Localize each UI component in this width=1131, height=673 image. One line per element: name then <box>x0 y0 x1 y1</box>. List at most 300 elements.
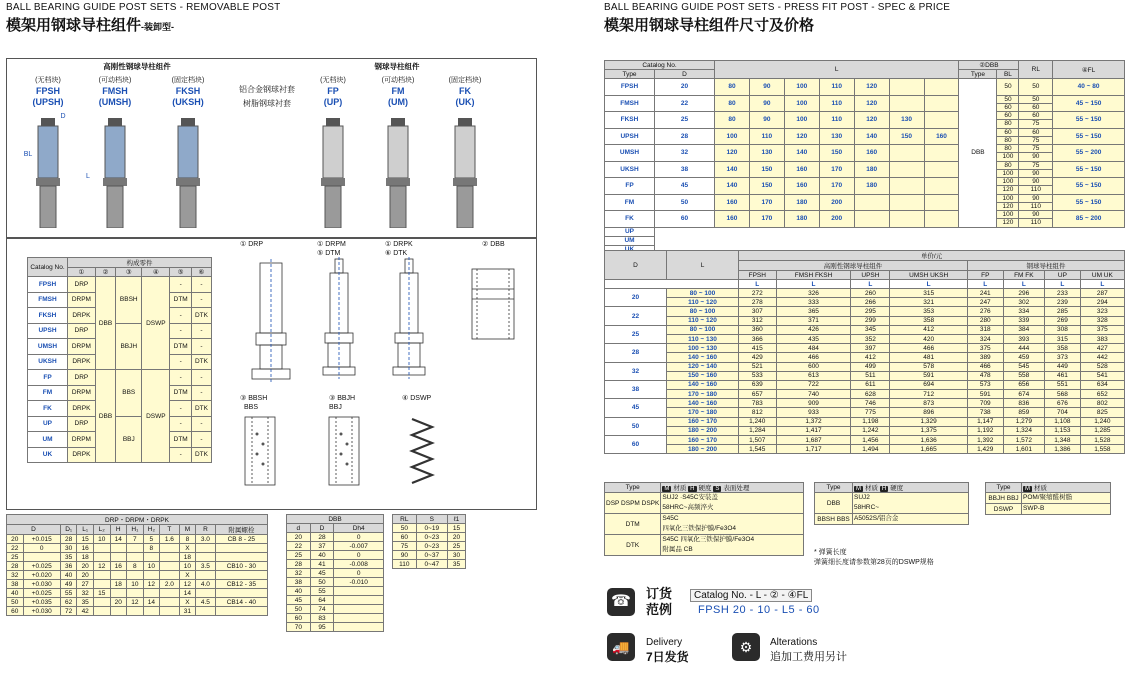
table-cell: 558 <box>1003 371 1045 380</box>
material-cell <box>853 514 969 525</box>
table-cell: DTM <box>170 292 191 308</box>
table-row <box>7 535 268 544</box>
table-cell: 70 <box>287 623 311 632</box>
spec-h-type2: Type <box>959 70 997 79</box>
dim-d-label: D <box>60 113 66 120</box>
table-cell: - <box>170 277 191 293</box>
table-cell: 160 <box>924 128 959 145</box>
table-cell: DTM <box>170 339 191 355</box>
table-cell: DTK <box>191 401 211 417</box>
drawing-dswp-label: ④ DSWP <box>402 395 432 402</box>
table-cell: 95 <box>310 623 334 632</box>
drawing-drpk-label: ① DRPK <box>385 241 413 248</box>
material-line: SUJ2 ·S45C安装盖 <box>662 494 718 501</box>
price-h-l: L <box>667 251 739 280</box>
table-cell: DTM <box>605 514 661 535</box>
table-cell: 466 <box>967 362 1003 371</box>
table-cell: R <box>196 525 215 535</box>
right-title-en: BALL BEARING GUIDE POST SETS - PRESS FIT POST - SPEC & PRICE <box>604 2 951 13</box>
table-cell: 80 <box>715 95 750 112</box>
table-cell: 160 <box>854 145 889 162</box>
table-cell <box>889 211 924 228</box>
table-cell: BBJH BBJ <box>986 493 1022 504</box>
table-cell: 60 <box>1019 128 1053 136</box>
order-label-2: 范例 <box>646 602 673 617</box>
drawing-bbjh-label: ③ BBJH <box>329 395 356 402</box>
table-row <box>986 493 1111 504</box>
table-cell: 36 <box>60 562 77 571</box>
table-cell <box>160 562 179 571</box>
spec-h-bl: BL <box>997 70 1019 79</box>
table-cell: UK <box>28 447 68 463</box>
post-code: FMSH <box>102 86 128 96</box>
table-cell: 0~19 <box>416 524 447 533</box>
table-cell: 334 <box>1003 307 1045 316</box>
table-cell <box>143 553 160 562</box>
table-cell: 704 <box>1045 408 1081 417</box>
dbb-table-title: DBB <box>287 515 384 524</box>
table-cell: T <box>160 525 179 535</box>
composition-table <box>27 257 212 463</box>
table-cell: 110 <box>819 112 854 129</box>
table-cell: 1,386 <box>1045 445 1081 454</box>
table-row <box>287 605 384 614</box>
table-cell: 0~23 <box>416 533 447 542</box>
table-cell: 674 <box>1003 390 1045 399</box>
table-cell: 315 <box>1045 334 1081 343</box>
table-row <box>605 436 1125 445</box>
table-cell: 312 <box>739 316 777 325</box>
table-cell: 140 ~ 160 <box>667 399 739 408</box>
table-cell: 60 <box>393 533 417 542</box>
table-cell: 38 <box>287 578 311 587</box>
table-cell: 18 <box>179 553 196 562</box>
table-cell: 260 <box>851 289 890 298</box>
table-row <box>605 362 1125 371</box>
table-cell: 1,375 <box>890 426 968 435</box>
table-cell: 481 <box>890 353 968 362</box>
table-cell: 85 ~ 200 <box>1053 211 1125 228</box>
table-cell: 22 <box>7 544 24 553</box>
table-cell: 60 <box>997 112 1019 120</box>
table-cell <box>110 553 127 562</box>
table-row <box>605 535 804 556</box>
table-cell: - <box>191 370 211 386</box>
comp-header-parts: 构成零件 <box>68 258 212 268</box>
table-cell: 1,329 <box>890 417 968 426</box>
table-cell: CB12 - 35 <box>215 580 267 589</box>
table-cell <box>160 571 179 580</box>
table-row <box>7 598 268 607</box>
table-cell: 80 <box>997 145 1019 153</box>
table-cell: 80 <box>715 112 750 129</box>
table-row <box>605 178 1125 186</box>
table-cell <box>924 95 959 112</box>
table-cell: 859 <box>1003 408 1045 417</box>
table-cell: DTK <box>191 447 211 463</box>
post-sub: (UM) <box>388 97 408 107</box>
table-cell: 909 <box>776 399 851 408</box>
table-cell: DTK <box>605 535 661 556</box>
table-cell: +0.015 <box>23 535 60 544</box>
table-cell: 449 <box>1045 362 1081 371</box>
table-cell: 573 <box>967 380 1003 389</box>
table-cell: 20 <box>77 571 94 580</box>
table-cell: L <box>1003 280 1045 289</box>
table-cell: 10 <box>127 580 144 589</box>
table-row <box>28 370 212 386</box>
table-cell: 110 ~ 120 <box>667 298 739 307</box>
table-cell: 150 ~ 160 <box>667 371 739 380</box>
table-cell: 345 <box>851 325 890 334</box>
table-cell: 160 <box>784 178 819 195</box>
post-code: FP <box>327 86 339 96</box>
table-cell: 38 <box>605 380 667 398</box>
table-cell: 740 <box>776 390 851 399</box>
table-cell: 55 <box>60 589 77 598</box>
table-cell: 40 ~ 80 <box>1053 79 1125 96</box>
spec-table <box>604 60 1125 255</box>
table-cell: 461 <box>1045 371 1081 380</box>
table-cell: 1,417 <box>776 426 851 435</box>
table-cell: 1,601 <box>1003 445 1045 454</box>
table-cell: 100 <box>997 153 1019 161</box>
table-cell: 90 <box>1019 153 1053 161</box>
table-cell: 130 <box>889 112 924 129</box>
table-cell <box>93 607 110 616</box>
table-cell: 90 <box>1019 194 1053 202</box>
table-cell: 1,284 <box>739 426 777 435</box>
mat1-h-h: 硬度 <box>698 485 712 492</box>
table-cell <box>854 211 889 228</box>
table-cell: 180 ~ 200 <box>667 445 739 454</box>
table-cell: 1,429 <box>967 445 1003 454</box>
table-row <box>287 551 384 560</box>
table-cell: L <box>1080 280 1124 289</box>
table-cell: 466 <box>890 344 968 353</box>
table-cell: UPSH <box>28 323 68 339</box>
table-cell: 1,147 <box>967 417 1003 426</box>
table-cell <box>160 553 179 562</box>
material-2: 树脂钢球衬套 <box>243 99 291 108</box>
table-cell: 613 <box>776 371 851 380</box>
table-row <box>287 560 384 569</box>
table-cell: 50 <box>655 194 715 211</box>
table-cell: 435 <box>776 334 851 343</box>
table-cell: +0.035 <box>23 598 60 607</box>
table-cell: 180 ~ 200 <box>667 426 739 435</box>
alterations-en: Alterations <box>770 637 818 648</box>
table-cell: 420 <box>890 334 968 343</box>
table-row <box>605 211 1125 219</box>
table-cell: 140 <box>784 145 819 162</box>
table-cell: 0~37 <box>416 551 447 560</box>
table-cell: 0 <box>23 544 60 553</box>
table-cell <box>143 607 160 616</box>
table-cell: BBSH <box>116 277 142 324</box>
post-note: (无档块) <box>320 77 346 84</box>
post-sub: (UP) <box>323 97 343 107</box>
table-cell: L <box>967 280 1003 289</box>
table-cell: 160 ~ 170 <box>667 417 739 426</box>
table-cell: 45 <box>605 399 667 417</box>
table-cell <box>334 596 384 605</box>
table-cell: 521 <box>739 362 777 371</box>
table-cell: 170 ~ 180 <box>667 408 739 417</box>
table-cell: 276 <box>967 307 1003 316</box>
table-cell: - <box>191 292 211 308</box>
post-sub: (UMSH) <box>98 97 132 107</box>
table-row <box>287 614 384 623</box>
table-cell: 35 <box>447 560 465 569</box>
table-cell: 1,279 <box>1003 417 1045 426</box>
material-line: S45C <box>662 515 679 522</box>
table-cell <box>127 607 144 616</box>
table-row <box>393 542 466 551</box>
table-cell: DRP <box>68 370 96 386</box>
table-cell: 110 <box>393 560 417 569</box>
table-cell: FPSH <box>739 271 777 280</box>
spec-type-cell: FKSH <box>605 112 655 129</box>
table-cell: 160 <box>784 161 819 178</box>
table-cell: 30 <box>447 551 465 560</box>
table-cell: 541 <box>1080 371 1124 380</box>
table-cell: 200 <box>819 211 854 228</box>
table-cell: 294 <box>1080 298 1124 307</box>
table-cell: 55 ~ 150 <box>1053 112 1125 129</box>
table-cell: 附属螺栓 <box>215 525 267 535</box>
table-cell: 28 <box>310 533 334 542</box>
table-cell: 120 <box>854 95 889 112</box>
table-cell: BBSH BBS <box>815 514 853 525</box>
table-cell: DRPK <box>68 447 96 463</box>
table-row <box>605 79 1125 96</box>
table-cell: L <box>776 280 851 289</box>
table-cell: 8 <box>143 544 160 553</box>
dim-l-label: L <box>86 173 90 180</box>
table-cell: 75 <box>1019 161 1053 169</box>
table-row <box>287 587 384 596</box>
table-cell: 40 <box>7 589 24 598</box>
table-cell: DSWP <box>142 370 170 463</box>
drawing-bbj-label: BBJ <box>329 404 342 411</box>
table-cell: 389 <box>967 353 1003 362</box>
table-cell: DRP <box>68 416 96 432</box>
table-cell: L₂ <box>93 525 110 535</box>
table-cell <box>924 79 959 96</box>
table-cell: 180 <box>784 194 819 211</box>
table-cell <box>924 178 959 195</box>
order-label <box>646 586 672 618</box>
spring-note-1: * 弹簧长度 <box>814 549 847 556</box>
drawing-dtm-label: ⑤ DTM <box>317 250 341 257</box>
table-cell: 0~47 <box>416 560 447 569</box>
table-cell: 50 <box>997 79 1019 96</box>
delivery-en: Delivery <box>646 637 683 648</box>
table-cell <box>889 194 924 211</box>
table-cell: 836 <box>1003 399 1045 408</box>
table-cell: 160 <box>715 211 750 228</box>
mat3-h-m: 材质 <box>1034 485 1047 492</box>
phone-icon: ☎ <box>607 588 635 616</box>
order-example: FPSH 20 - 10 - L5 - 60 <box>698 604 820 616</box>
table-cell <box>127 544 144 553</box>
post-note: (固定档块) <box>171 77 205 84</box>
right-title-cn: 模架用钢球导柱组件尺寸及价格 <box>604 17 815 34</box>
table-cell: 318 <box>967 325 1003 334</box>
table-cell: 3.0 <box>196 535 215 544</box>
table-cell: 412 <box>890 325 968 334</box>
table-row <box>605 408 1125 417</box>
drawing-drp-label: ① DRP <box>240 241 263 248</box>
table-row <box>605 112 1125 120</box>
material-line: 58HRC~ <box>854 504 880 511</box>
price-table <box>604 250 1125 454</box>
table-cell: 32 <box>655 145 715 162</box>
spec-type-cell: UMSH <box>605 145 655 162</box>
table-cell: 64 <box>310 596 334 605</box>
table-cell: 100 <box>997 194 1019 202</box>
mat1-h-m: 材质 <box>673 485 687 492</box>
table-cell: 308 <box>1045 325 1081 334</box>
table-cell: 426 <box>776 325 851 334</box>
table-row <box>605 371 1125 380</box>
table-cell: 62 <box>60 598 77 607</box>
table-cell: 110 <box>1019 186 1053 194</box>
table-cell: FMSH FKSH <box>776 271 851 280</box>
post-code: FKSH <box>175 86 201 96</box>
table-row <box>7 571 268 580</box>
table-cell <box>23 553 60 562</box>
table-row <box>605 227 1125 236</box>
table-cell <box>196 607 215 616</box>
table-cell: DRPM <box>68 292 96 308</box>
table-cell: 1,348 <box>1045 436 1081 445</box>
table-cell: 60 <box>605 436 667 454</box>
table-cell: 528 <box>1080 362 1124 371</box>
table-cell: 80 <box>997 136 1019 144</box>
table-cell: 14 <box>143 598 160 607</box>
table-cell <box>889 161 924 178</box>
table-cell: 130 <box>749 145 784 162</box>
table-cell: 120 <box>715 145 750 162</box>
table-cell: 384 <box>1003 325 1045 334</box>
table-cell: UPSH <box>851 271 890 280</box>
table-cell: 60 <box>1019 103 1053 111</box>
table-cell: 40 <box>310 551 334 560</box>
table-cell: 170 <box>819 178 854 195</box>
table-row <box>815 493 969 514</box>
table-cell: - <box>191 432 211 448</box>
spec-h-catalog: Catalog No. <box>605 61 715 70</box>
table-cell: 120 ~ 140 <box>667 362 739 371</box>
table-row <box>7 553 268 562</box>
post-code: FK <box>459 86 471 96</box>
table-cell: 55 ~ 150 <box>1053 194 1125 211</box>
delivery-cn: 7日发货 <box>646 650 689 664</box>
table-row <box>605 128 1125 136</box>
table-cell: 299 <box>851 316 890 325</box>
table-cell: - <box>170 308 191 324</box>
table-row <box>7 562 268 571</box>
spec-h-rl: RL <box>1019 61 1053 79</box>
table-row <box>605 236 1125 245</box>
table-row <box>393 533 466 542</box>
table-cell: 100 <box>784 112 819 129</box>
material-line: POM/聚缩醛树脂 <box>1023 494 1073 501</box>
table-cell: UM UK <box>1080 271 1124 280</box>
rl-table <box>392 514 466 569</box>
table-cell: -0.010 <box>334 578 384 587</box>
table-cell: 353 <box>890 307 968 316</box>
table-cell <box>889 95 924 112</box>
table-cell <box>160 589 179 598</box>
table-row <box>605 316 1125 325</box>
table-cell: 90 <box>749 95 784 112</box>
table-cell: 1,153 <box>1045 426 1081 435</box>
table-row <box>986 504 1111 515</box>
material-line: 四氧化三铁保护膜/Fe3O4 <box>662 525 737 532</box>
table-row <box>605 298 1125 307</box>
table-cell: 656 <box>1003 380 1045 389</box>
table-cell: 1,528 <box>1080 436 1124 445</box>
price-h-high: 高刚性钢球导柱组件 <box>739 261 968 271</box>
table-cell <box>143 571 160 580</box>
material-line: 附属品 CB <box>662 546 693 553</box>
table-cell: 28 <box>7 562 24 571</box>
drawing-dbb-label: ② DBB <box>482 241 505 248</box>
table-cell: 25 <box>447 542 465 551</box>
table-cell: 35 <box>77 598 94 607</box>
table-cell: 628 <box>851 390 890 399</box>
table-cell: 30 <box>60 544 77 553</box>
table-cell: 22 <box>605 307 667 325</box>
table-cell: 272 <box>739 289 777 298</box>
table-cell: DTM <box>170 432 191 448</box>
table-row <box>7 544 268 553</box>
table-cell: UM <box>605 236 655 245</box>
table-cell: 75 <box>393 542 417 551</box>
table-cell: 60 <box>655 211 715 228</box>
table-cell: 120 <box>997 186 1019 194</box>
table-cell: 110 <box>1019 202 1053 210</box>
table-cell <box>110 589 127 598</box>
table-cell: 120 <box>854 112 889 129</box>
table-cell: 22 <box>287 542 311 551</box>
guide-post-image <box>33 118 63 228</box>
table-cell: 366 <box>739 334 777 343</box>
table-cell: 80 ~ 100 <box>667 325 739 334</box>
table-cell <box>215 553 267 562</box>
table-cell: 1,108 <box>1045 417 1081 426</box>
table-cell: 694 <box>890 380 968 389</box>
table-cell: Dh4 <box>334 524 384 533</box>
table-cell: - <box>170 323 191 339</box>
table-cell: 1,558 <box>1080 445 1124 454</box>
table-cell: 180 <box>854 161 889 178</box>
table-cell: 315 <box>890 289 968 298</box>
table-cell: UM <box>28 432 68 448</box>
table-cell: 25 <box>7 553 24 562</box>
table-cell: 15 <box>447 524 465 533</box>
table-cell: 12 <box>93 562 110 571</box>
table-cell: 170 <box>749 194 784 211</box>
table-cell: 38 <box>7 580 24 589</box>
table-cell <box>127 589 144 598</box>
table-cell: 32 <box>287 569 311 578</box>
post-sub: (UK) <box>455 97 475 107</box>
table-row <box>605 353 1125 362</box>
